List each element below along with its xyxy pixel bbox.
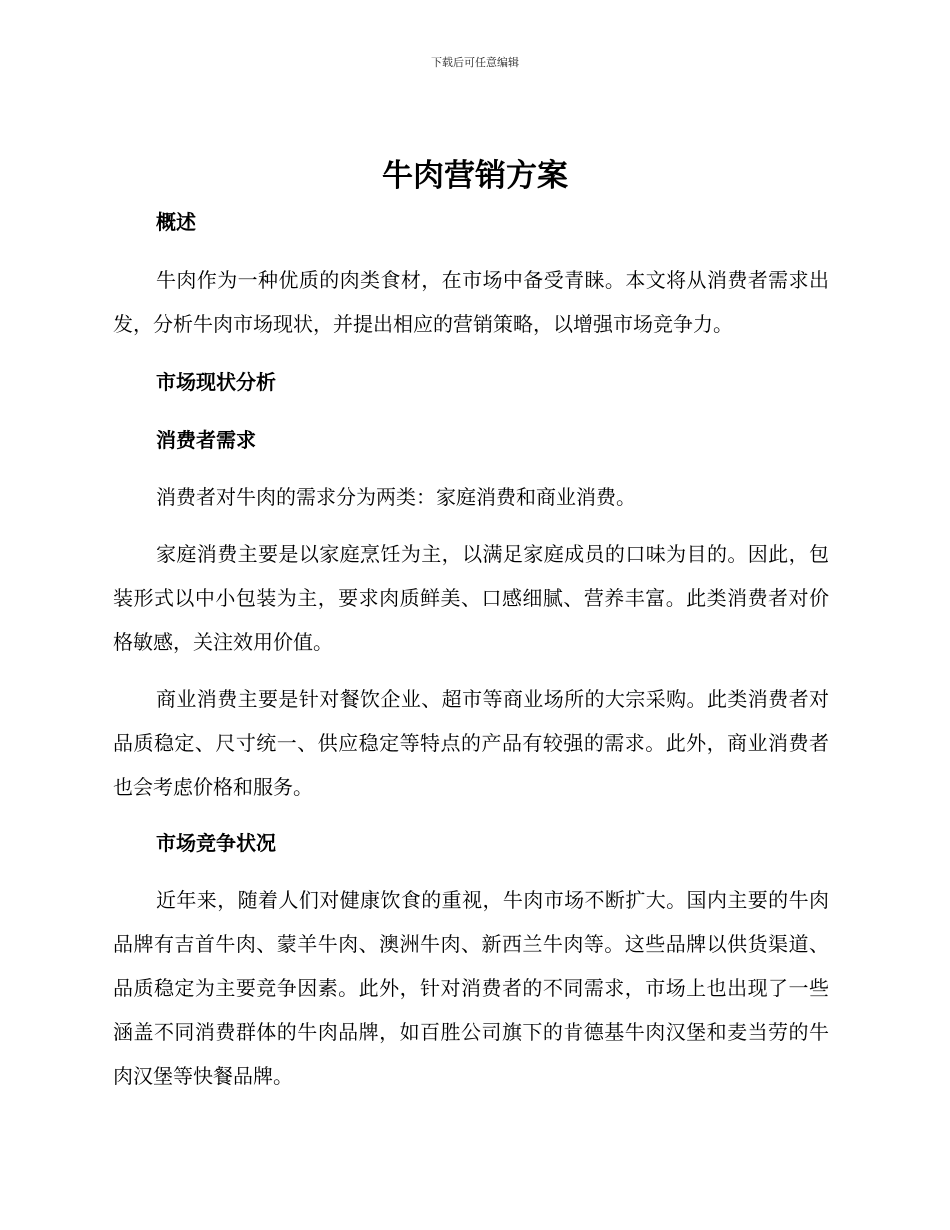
overview-heading: 概述 (156, 210, 196, 234)
document-body (113, 200, 829, 1098)
market-analysis-heading: 市场现状分析 (156, 370, 276, 394)
competition-heading: 市场竞争状况 (156, 831, 276, 855)
consumer-paragraph-3: 商业消费主要是针对餐饮企业、超市等商业场所的大宗采购。此类消费者对品质稳定、尺寸统一、供应稳定等特点的产品有较强的需求。此外，商业消费者也会考虑价格和服务。 (113, 687, 829, 799)
consumer-paragraph-2: 家庭消费主要是以家庭烹饪为主，以满足家庭成员的口味为目的。因此，包装形式以中小包装为主，要求肉质鲜美、口感细腻、营养丰富。此类消费者对价格敏感，关注效用价值。 (113, 542, 829, 654)
consumer-demand-heading: 消费者需求 (156, 428, 256, 452)
competition-paragraph: 近年来，随着人们对健康饮食的重视，牛肉市场不断扩大。国内主要的牛肉品牌有吉首牛肉、蒙羊牛肉、澳洲牛肉、新西兰牛肉等。这些品牌以供货渠道、品质稳定为主要竞争因素。此外，针对消费者的不同需求，市场上也出现了一些涵盖不同消费群体的牛肉品牌，如百胜公司旗下的肯德基牛肉汉堡和麦当劳的牛肉汉堡等快餐品牌。 (113, 888, 829, 1088)
consumer-paragraph-1: 消费者对牛肉的需求分为两类：家庭消费和商业消费。 (156, 485, 636, 509)
header-note: 下载后可任意编辑 (431, 56, 519, 69)
overview-paragraph: 牛肉作为一种优质的肉类食材，在市场中备受青睐。本文将从消费者需求出发，分析牛肉市场现状，并提出相应的营销策略，以增强市场竞争力。 (113, 268, 829, 336)
document-title: 牛肉营销方案 (382, 158, 568, 194)
